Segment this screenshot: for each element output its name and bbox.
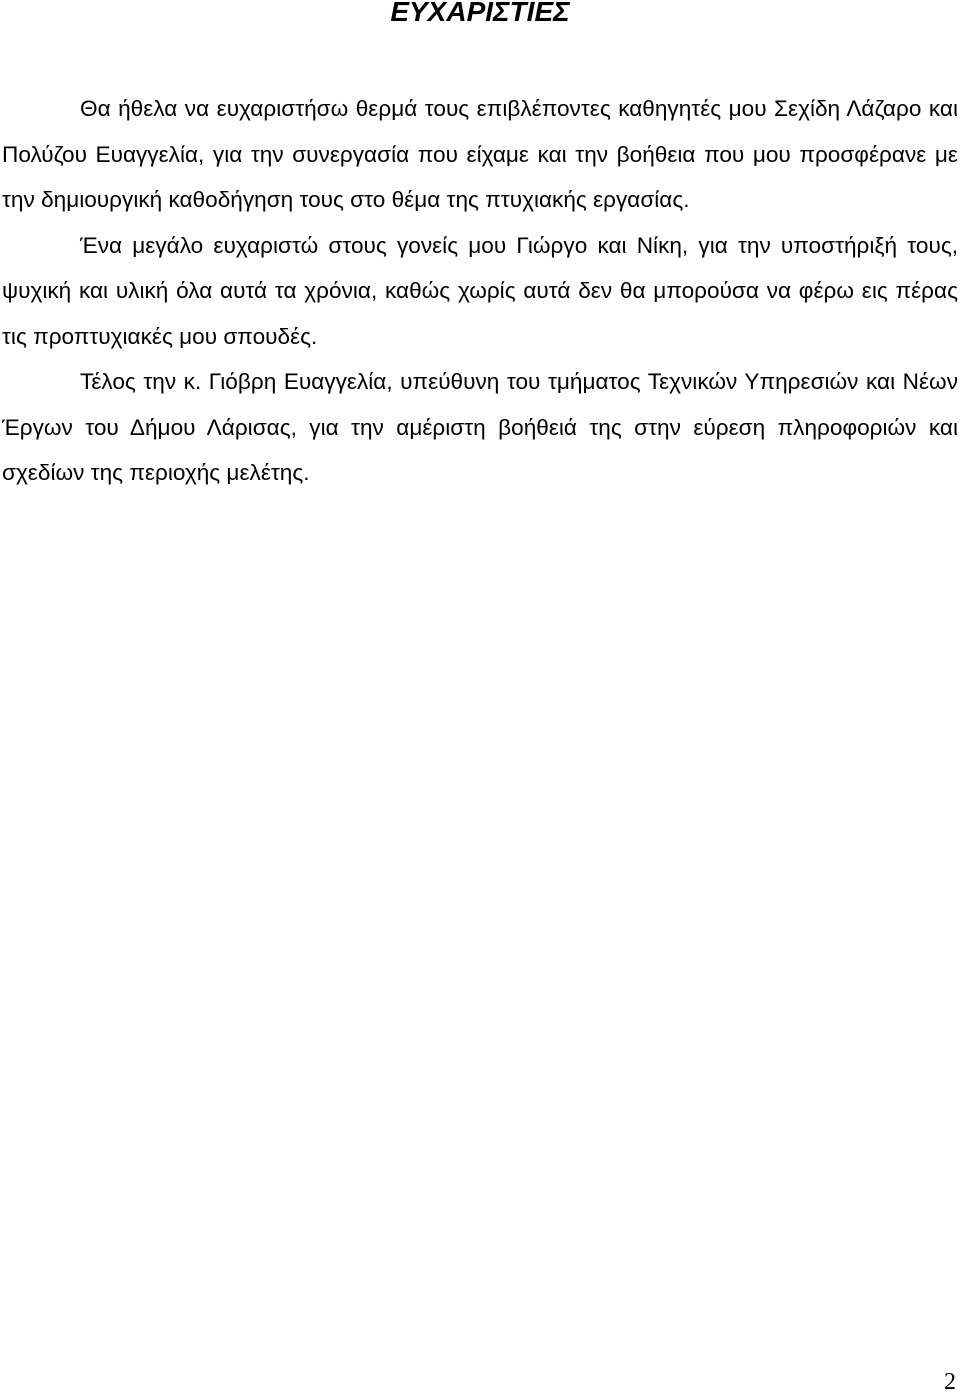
acknowledgements-body (2, 86, 958, 496)
paragraph-parents: Ένα μεγάλο ευχαριστώ στους γονείς μου Γιώργο και Νίκη, για την υποστήριξή τους, ψυχική και υλική όλα αυτά τα χρόνια, καθώς χωρίς αυτά δεν θα μπορούσα να φέρω εις πέρας τις προπτυχιακές μου σπουδές. (2, 232, 958, 349)
page-title: ΕΥΧΑΡΙΣΤΙΕΣ (390, 0, 570, 27)
page-number: 2 (944, 1369, 956, 1395)
paragraph-municipality: Τέλος την κ. Γιόβρη Ευαγγελία, υπεύθυνη του τμήματος Τεχνικών Υπηρεσιών και Νέων Έργων του Δήμου Λάρισας, για την αμέριστη βοήθειά της στην εύρεση πληροφοριών και σχεδίων της περιοχής μελέτης. (2, 369, 958, 485)
paragraph-supervisors: Θα ήθελα να ευχαριστήσω θερμά τους επιβλέποντες καθηγητές μου Σεχίδη Λάζαρο και Πολύζου Ευαγγελία, για την συνεργασία που είχαμε και την βοήθεια που μου προσφέρανε με την δημιουργική καθοδήγηση τους στο θέμα της πτυχιακής εργασίας. (2, 96, 958, 212)
